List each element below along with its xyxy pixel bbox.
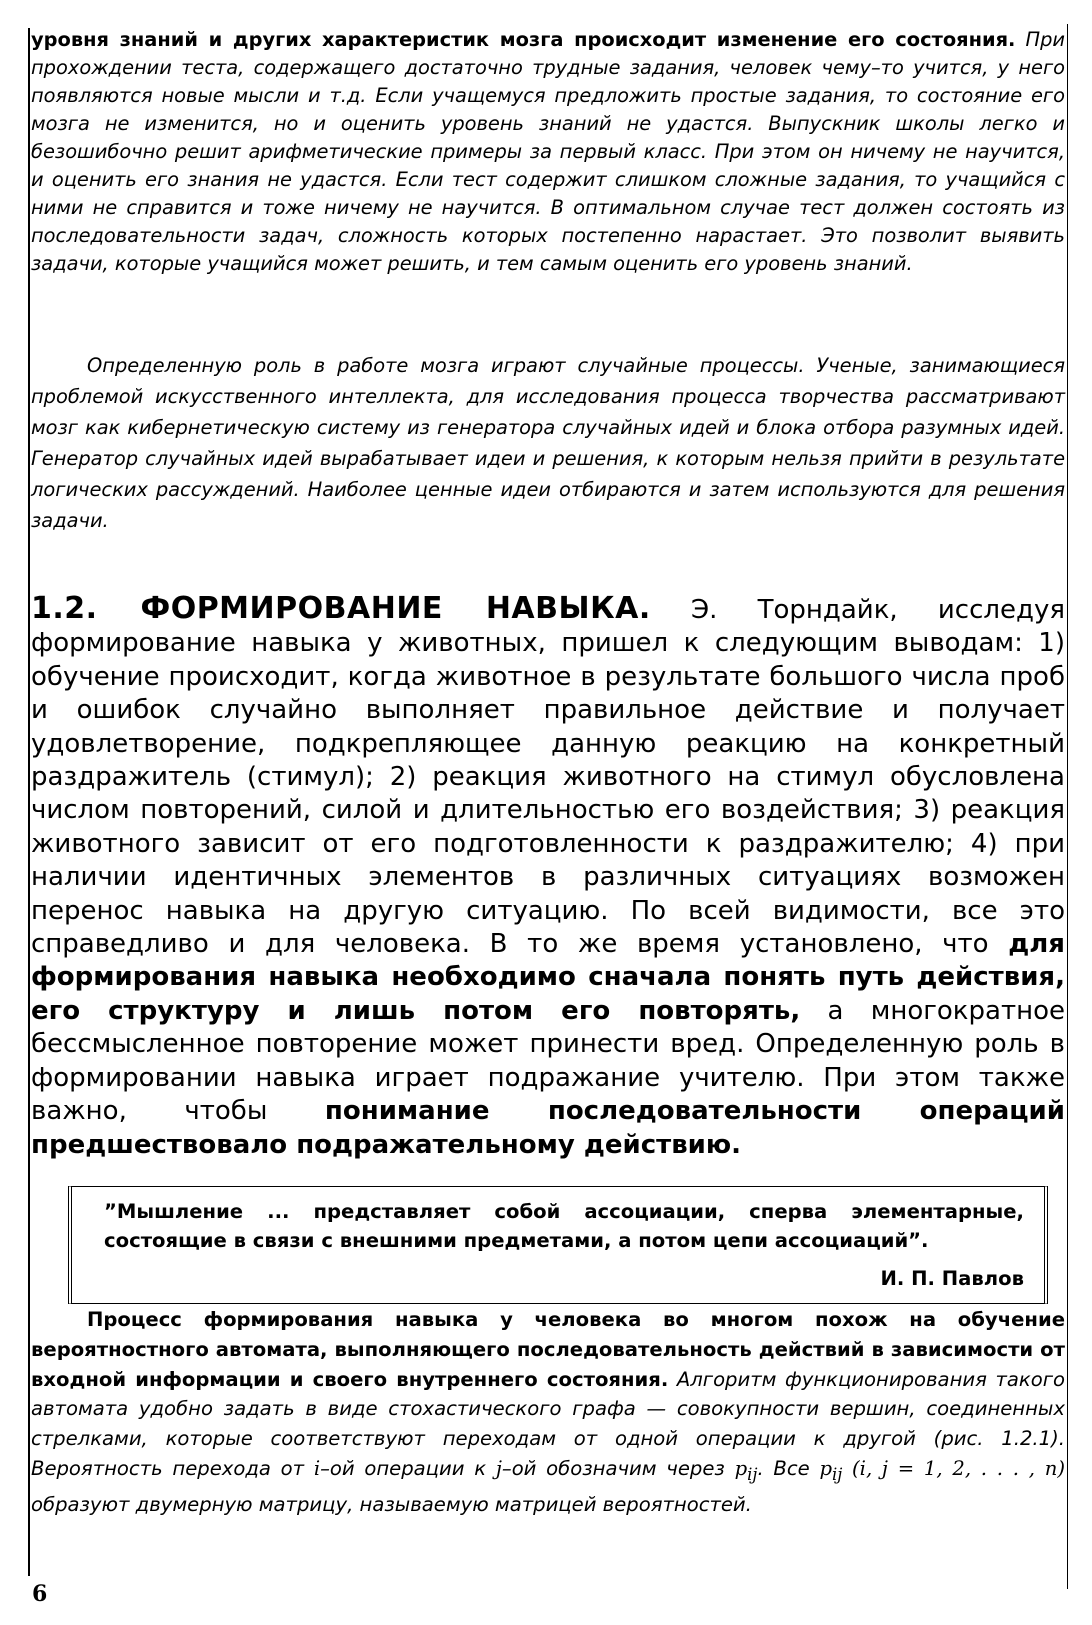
math-sub-ij: ij — [747, 1464, 758, 1484]
document-page — [28, 24, 1068, 1616]
section-bold-2: понимание последовательности операций предшествовало подражательному действию. — [31, 1096, 1065, 1160]
math-sub-ij-2: ij — [831, 1464, 843, 1484]
paragraph-5-text-4: . Все — [757, 1456, 820, 1480]
paragraph-5-bold: Процесс формирования навыка у человека во многом похож на обучение вероятностного автомата, выполняющего последовательность действий в зависимости от входной информации и своего внутреннего состояния. — [31, 1308, 1065, 1391]
section-1-2 — [31, 592, 1065, 1162]
paragraph-5-text-3: –ой обозначим через — [501, 1456, 735, 1480]
math-p-2: p — [819, 1456, 832, 1480]
paragraph-1-bold: уровня знаний и других характеристик мозга происходит изменение его состояния. — [31, 28, 1016, 51]
section-heading: 1.2. ФОРМИРОВАНИЕ НАВЫКА. — [31, 591, 651, 626]
paragraph-5-text-2: –ой операции к — [320, 1456, 496, 1480]
math-range: (i, j = 1, 2, . . . , n) — [852, 1456, 1065, 1480]
section-text-2: а многократное бессмысленное повторение может принести вред. Определенную роль в формировании навыка играет подражание учителю. При этом также важно, чтобы — [31, 995, 1065, 1127]
page-number: 6 — [32, 1581, 48, 1607]
math-i: i — [313, 1456, 321, 1480]
math-p-ij-2 — [819, 1456, 843, 1484]
paragraph-1 — [31, 26, 1065, 278]
paragraph-5 — [31, 1305, 1065, 1519]
quote-text: ”Мышление ... представляет собой ассоциации, сперва элементарные, состоящие в связи с внешними предметами, а потом цепи ассоциаций”. — [104, 1200, 1024, 1252]
quote-box — [68, 1186, 1048, 1304]
paragraph-2: Определенную роль в работе мозга играют случайные процессы. Ученые, занимающиеся проблемой искусственного интеллекта, для исследования процесса творчества рассматривают мозг как кибернетическую систему из генератора случайных идей и блока отбора разумных идей. Генератор случайных идей вырабатывает идеи и решения, к которым нельзя прийти в результате логических рассуждений. Наиболее ценные идеи отбираются и затем используются для решения задачи. — [31, 354, 1065, 532]
section-bold-1: для формирования навыка необходимо сначала понять путь действия, его структуру и лишь потом его повторять, — [31, 929, 1065, 1026]
quote-author: И. П. Павлов — [880, 1267, 1024, 1290]
paragraph-5-text-1: Алгоритм функционирования такого автомата удобно задать в виде стохастического графа — совокупности вершин, соединенных стрелками, которые соответствуют переходам от одной операции к другой (рис. 1.2.1). Вероятность перехода от — [31, 1367, 1065, 1480]
paragraph-1-italic: При прохождении теста, содержащего достаточно трудные задания, человек чему–то учится, у него появляются новые мысли и т.д. Если учащемуся предложить простые задания, то состояние его мозга не изменится, но и оценить уровень знаний не удастся. Выпускник школы легко и безошибочно решит арифметические примеры за первый класс. При этом он ничему не научится, и оценить его знания не удастся. Если тест содержит слишком сложные задания, то учащийся с ними не справится и тоже ничему не научится. В оптимальном случае тест должен состоять из последовательности задач, сложность которых постепенно нарастает. Это позволит выявить задачи, которые учащийся может решить, и тем самым оценить его уровень знаний. — [31, 28, 1065, 275]
math-j: j — [495, 1456, 502, 1480]
paragraph-5-text-5: образуют двумерную матрицу, называемую матрицей вероятностей. — [31, 1492, 752, 1516]
section-text-1: Э. Торндайк, исследуя формирование навыка у животных, пришел к следующим выводам: 1) обучение происходит, когда животное в результате большого числа проб и ошибок случайно выполняет правильное действие и получает удовлетворение, подкрепляющее данную реакцию на конкретный раздражитель (стимул); 2) реакция животного на стимул обусловлена числом повторений, силой и длительностью его воздействия; 3) реакция животного зависит от его подготовленности к раздражителю; 4) при наличии идентичных элементов в различных ситуациях возможен перенос навыка на другую ситуацию. По всей видимости, все это справедливо и для человека. В то же время установлено, что — [31, 595, 1066, 960]
math-p-ij — [734, 1456, 758, 1484]
math-p: p — [734, 1456, 748, 1480]
